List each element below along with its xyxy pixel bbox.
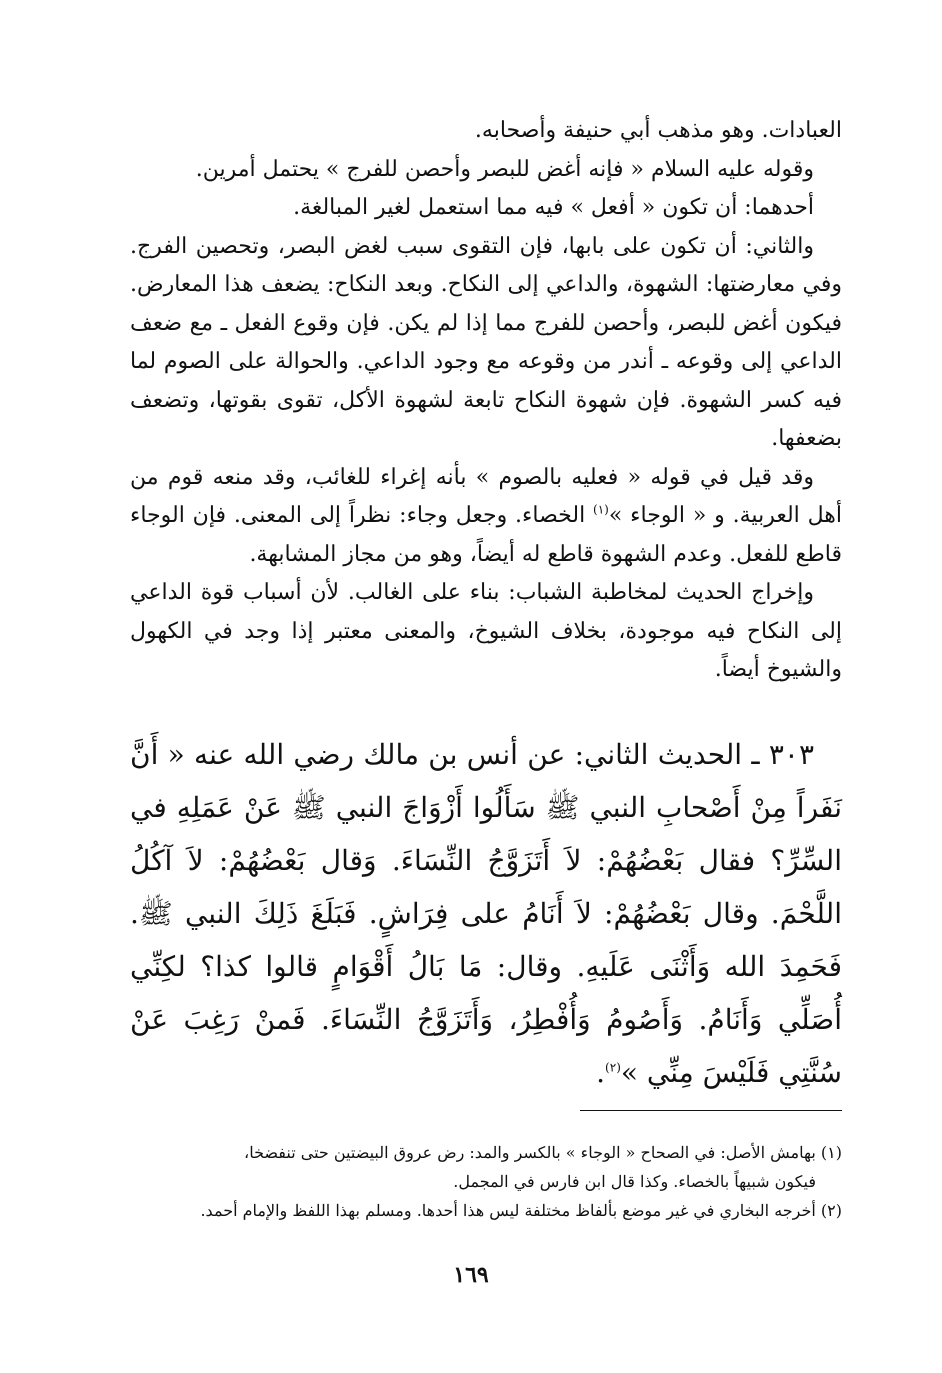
hadith-body: ٣٠٣ ـ الحديث الثاني: عن أنس بن مالك رضي الله عنه « أَنَّ نَفَراً مِنْ أَصْحابِ النبي ﷺ سَأَلُوا أَزْوَاجَ النبي ﷺ عَنْ عَمَلِهِ في السِّرِّ؟ فقال بَعْضُهُمْ: لاَ أَتَزَوَّجُ النِّسَاءَ. وَقال بَعْضُهُمْ: لاَ آكُلُ اللَّحْمَ. وقال بَعْضُهُمْ: لاَ أَنَامُ على فِرَاشٍ. فَبَلَغَ ذَلِكَ النبي ﷺ. فَحَمِدَ الله وَأَثْنَى عَلَيهِ. وقال: مَا بَالُ أَقْوَامٍ قالوا كذا؟ لكِنِّي أُصَلِّي وَأَنَامُ. وَأَصُومُ وَأُفْطِرُ، وَأَتَزَوَّجُ النِّسَاءَ. فَمنْ رَغِبَ عَنْ سُنَّتِي فَلَيْسَ مِنِّي » [130, 738, 842, 1089]
page-number: ١٦٩ [453, 1262, 489, 1288]
paragraph-fasting-remark [130, 459, 842, 575]
main-commentary [130, 112, 842, 690]
footnotes [130, 1138, 842, 1225]
paragraph-youth-address: وإخراج الحديث لمخاطبة الشباب: بناء على الغالب. لأن أسباب قوة الداعي إلى النكاح فيه موجودة، بخلاف الشيوخ، والمعنى معتبر إذا وجد في الكهول والشيوخ أيضاً. [130, 580, 842, 682]
footnote-reference-1: (١) [593, 502, 609, 517]
footnote-divider [580, 1110, 842, 1111]
hadith-end: . [596, 1056, 606, 1089]
paragraph-text: وقد قيل في قوله « فعليه بالصوم » بأنه إغراء للغائب، وقد منعه قوم من أهل العربية. و « الوجاء » [130, 464, 842, 528]
footnote-2: (٢) أخرجه البخاري في غير موضع بألفاظ مختلفة ليس هذا أحدها. ومسلم بهذا اللفظ والإمام أحمد. [200, 1201, 842, 1220]
hadith-section [130, 728, 842, 1099]
footnote-1: (١) بهامش الأصل: في الصحاح « الوجاء » بالكسر والمد: رض عروق البيضتين حتى تنفضخا، [244, 1143, 842, 1162]
paragraph-first-meaning: أحدهما: أن تكون « أفعل » فيه مما استعمل لغير المبالغة. [293, 195, 814, 220]
hadith-text [130, 728, 842, 1099]
paragraph-text: الخصاء. وجعل وجاء: نظراً إلى المعنى. فإن الوجاء قاطع للفعل. وعدم الشهوة قاطع له أيضاً، وهو من مجاز المشابهة. [130, 503, 842, 567]
paragraph-two-meanings: وقوله عليه السلام « فإنه أغض للبصر وأحصن للفرج » يحتمل أمرين. [195, 156, 814, 182]
footnote-reference-2: (٢) [605, 1060, 621, 1075]
paragraph-second-meaning: والثاني: أن تكون على بابها، فإن التقوى سبب لغض البصر، وتحصين الفرج. وفي معارضتها: الشهوة، والداعي إلى النكاح. وبعد النكاح: يضعف هذا المعارض. فيكون أغض للبصر، وأحصن للفرج مما إذا لم يكن. فإن وقوع الفعل ـ مع ضعف الداعي إلى وقوعه ـ أندر من وقوعه مع وجود الداعي. والحوالة على الصوم لما فيه كسر الشهوة. فإن شهوة النكاح تابعة لشهوة الأكل، تقوى بقوتها، وتضعف بضعفها. [130, 233, 843, 451]
footnote-1-continuation: فيكون شبيهاً بالخصاء. وكذا قال ابن فارس في المجمل. [453, 1172, 816, 1191]
paragraph-continuation: العبادات. وهو مذهب أبي حنيفة وأصحابه. [474, 118, 842, 143]
